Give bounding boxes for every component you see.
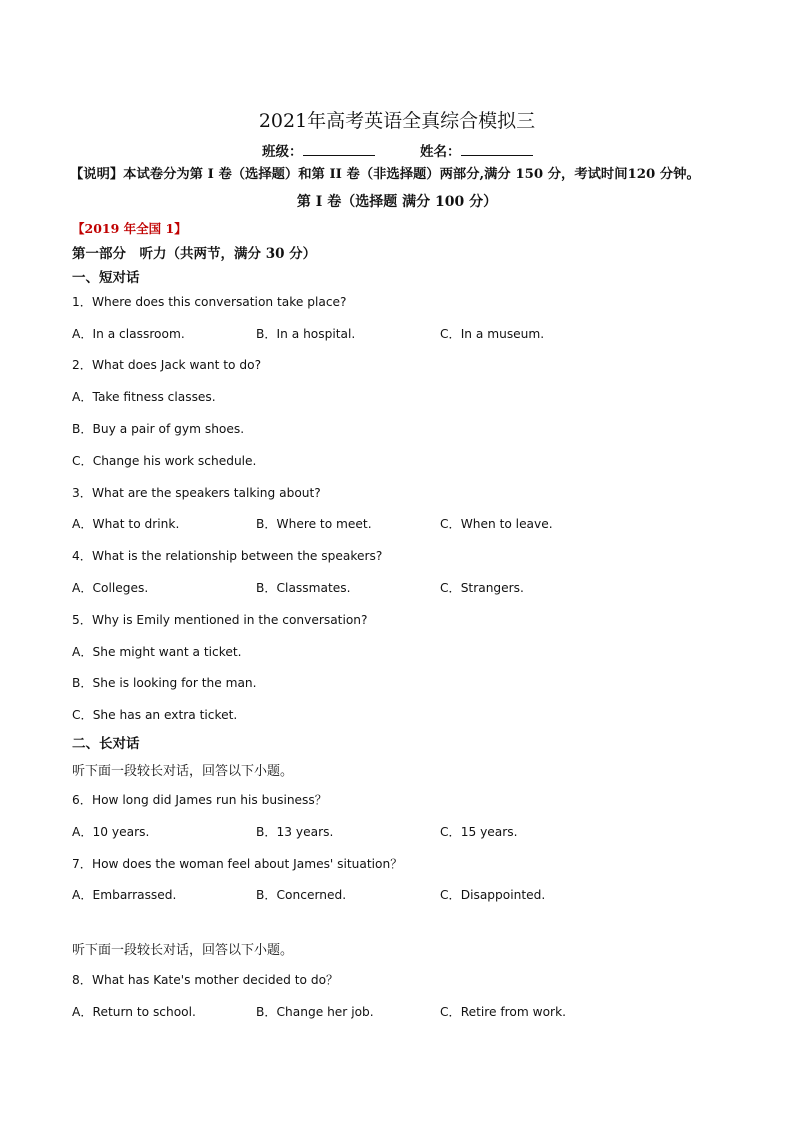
q6-option-b: B．13 years. xyxy=(256,825,334,839)
class-field xyxy=(262,140,375,160)
question-1: 1．Where does this conversation take place? xyxy=(72,295,347,309)
q1-option-c: C．In a museum. xyxy=(440,327,545,341)
q1-option-b: B．In a hospital. xyxy=(256,327,356,341)
q6-option-c: C．15 years. xyxy=(440,825,518,839)
q7-option-c: C．Disappointed. xyxy=(440,888,546,902)
name-label: 姓名： xyxy=(420,144,461,160)
q3-option-a: A．What to drink. xyxy=(72,517,180,531)
section2-intro-second: 听下面一段较长对话，回答以下小题。 xyxy=(72,943,294,958)
question-6: 6．How long did James run his business？ xyxy=(72,793,327,807)
q2-option-c: C．Change his work schedule. xyxy=(72,454,257,468)
q7-option-a: A．Embarrassed. xyxy=(72,888,177,902)
name-field xyxy=(420,140,533,160)
question-4: 4．What is the relationship between the speakers? xyxy=(72,549,383,563)
q3-option-c: C．When to leave. xyxy=(440,517,553,531)
source-tag: 【2019 年全国 1】 xyxy=(72,221,187,236)
q2-option-a: A．Take fitness classes. xyxy=(72,390,216,404)
section2-title: 二、长对话 xyxy=(72,736,140,752)
section1-title: 一、短对话 xyxy=(72,270,140,286)
q4-option-a: A．Colleges. xyxy=(72,581,149,595)
q4-option-c: C．Strangers. xyxy=(440,581,524,595)
part-title: 第一部分 听力（共两节，满分 30 分） xyxy=(72,246,317,262)
class-label: 班级： xyxy=(262,144,303,160)
q8-option-c: C．Retire from work. xyxy=(440,1005,566,1019)
q4-option-b: B．Classmates. xyxy=(256,581,351,595)
q3-option-b: B．Where to meet. xyxy=(256,517,372,531)
q8-option-b: B．Change her job. xyxy=(256,1005,374,1019)
page-title: 2021年高考英语全真综合模拟三 xyxy=(258,110,536,132)
exam-note: 【说明】本试卷分为第 I 卷（选择题）和第 II 卷（非选择题）两部分,满分 150 分，考试时间120 分钟。 xyxy=(70,167,700,182)
question-8: 8．What has Kate's mother decided to do？ xyxy=(72,973,339,987)
question-5: 5．Why is Emily mentioned in the conversation? xyxy=(72,613,368,627)
q5-option-a: A．She might want a ticket. xyxy=(72,645,242,659)
q8-option-a: A．Return to school. xyxy=(72,1005,196,1019)
question-7: 7．How does the woman feel about James' situation？ xyxy=(72,857,403,871)
section2-intro: 听下面一段较长对话，回答以下小题。 xyxy=(72,764,294,779)
q6-option-a: A．10 years. xyxy=(72,825,150,839)
q2-option-b: B．Buy a pair of gym shoes. xyxy=(72,422,245,436)
q5-option-c: C．She has an extra ticket. xyxy=(72,708,238,722)
q1-option-a: A．In a classroom. xyxy=(72,327,185,341)
q7-option-b: B．Concerned. xyxy=(256,888,347,902)
class-blank xyxy=(303,143,375,156)
name-blank xyxy=(461,143,533,156)
q5-option-b: B．She is looking for the man. xyxy=(72,676,257,690)
volume-title: 第 I 卷（选择题 满分 100 分） xyxy=(296,194,498,210)
question-2: 2．What does Jack want to do? xyxy=(72,358,262,372)
question-3: 3．What are the speakers talking about? xyxy=(72,486,321,500)
